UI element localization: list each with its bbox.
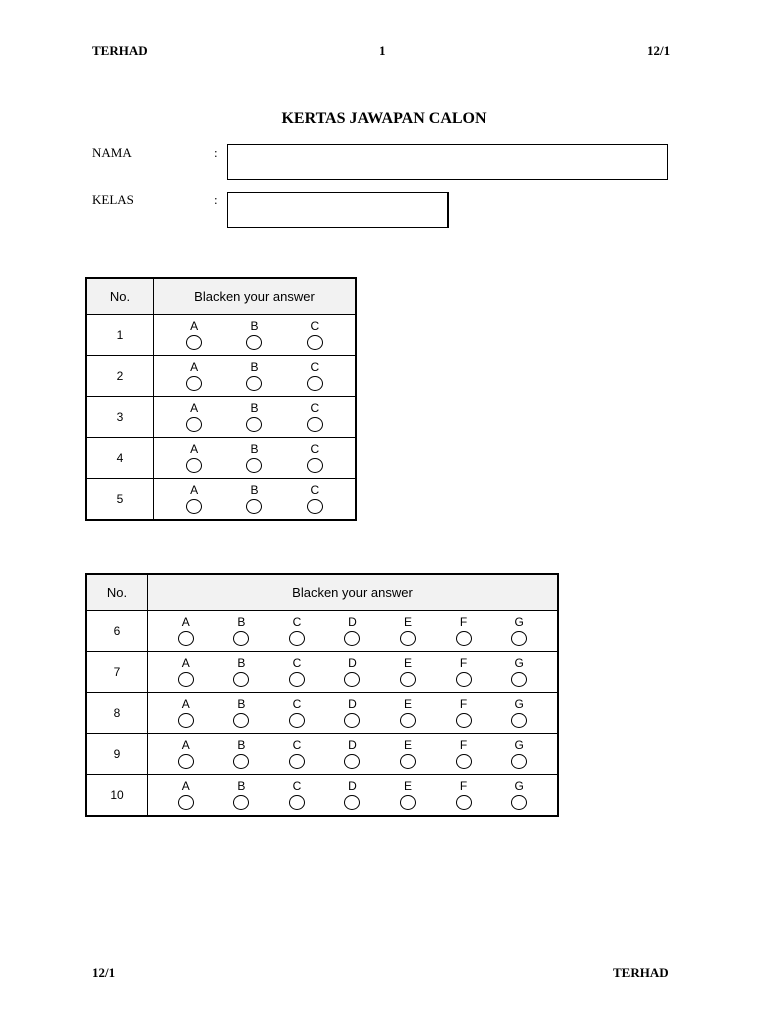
answer-option (507, 780, 531, 810)
question-row (86, 775, 558, 817)
answer-bubble[interactable] (400, 713, 416, 728)
answer-option (174, 698, 198, 728)
answer-option (340, 698, 364, 728)
answer-bubble[interactable] (344, 631, 360, 646)
answer-bubble[interactable] (186, 499, 202, 514)
name-field[interactable] (227, 144, 668, 180)
class-colon: : (214, 192, 218, 207)
option-letter: B (237, 615, 246, 629)
answer-bubble[interactable] (456, 672, 472, 687)
question-row (86, 397, 356, 438)
question-number: 7 (86, 652, 148, 693)
option-letter: A (190, 401, 199, 415)
column-header-no: No. (86, 278, 154, 315)
option-letter: B (250, 401, 259, 415)
option-letter: D (348, 615, 357, 629)
option-letter: A (181, 656, 190, 670)
answer-bubble[interactable] (511, 795, 527, 810)
question-row (86, 734, 558, 775)
column-header-answer: Blacken your answer (148, 574, 559, 611)
option-letter: B (237, 738, 246, 752)
option-letter: A (190, 319, 199, 333)
answer-option (452, 657, 476, 687)
answer-bubble[interactable] (246, 376, 262, 391)
answer-bubble[interactable] (233, 672, 249, 687)
answer-option (242, 443, 266, 473)
option-letter: B (237, 697, 246, 711)
page-title: KERTAS JAWAPAN CALON (281, 110, 487, 127)
name-label: NAMA (92, 145, 132, 160)
answer-option (452, 739, 476, 769)
option-letter: G (514, 656, 524, 670)
answer-bubble[interactable] (289, 672, 305, 687)
option-letter: D (348, 697, 357, 711)
answer-bubble[interactable] (456, 631, 472, 646)
option-letter: E (404, 738, 413, 752)
page-number: 1 (379, 43, 386, 58)
question-number: 2 (86, 356, 154, 397)
question-row (86, 611, 558, 652)
option-letter: D (348, 738, 357, 752)
option-letter: G (514, 779, 524, 793)
answer-option (174, 739, 198, 769)
question-row (86, 438, 356, 479)
option-letter: B (250, 442, 259, 456)
answer-bubble[interactable] (307, 458, 323, 473)
option-letter: C (292, 615, 302, 629)
option-letter: C (292, 697, 302, 711)
answer-bubble[interactable] (233, 795, 249, 810)
option-letter: B (237, 656, 246, 670)
question-number: 6 (86, 611, 148, 652)
option-letter: B (250, 319, 259, 333)
class-field[interactable] (227, 192, 449, 228)
answer-option (182, 443, 206, 473)
option-letter: C (310, 319, 320, 333)
answer-bubble[interactable] (178, 631, 194, 646)
question-number: 3 (86, 397, 154, 438)
option-letter: B (250, 483, 259, 497)
answer-bubble[interactable] (178, 795, 194, 810)
question-number: 9 (86, 734, 148, 775)
column-header-no: No. (86, 574, 148, 611)
answer-option (303, 320, 327, 350)
answer-bubble[interactable] (289, 754, 305, 769)
header-left: TERHAD (92, 43, 148, 58)
answer-option (182, 361, 206, 391)
answer-options (154, 356, 357, 397)
option-letter: F (459, 697, 468, 711)
answer-option (340, 739, 364, 769)
option-letter: E (404, 779, 413, 793)
answer-option (174, 616, 198, 646)
name-colon: : (214, 145, 218, 160)
footer-right: TERHAD (613, 965, 669, 980)
option-letter: D (348, 779, 357, 793)
option-letter: D (348, 656, 357, 670)
answer-option (396, 739, 420, 769)
answer-bubble[interactable] (307, 335, 323, 350)
option-letter: A (190, 483, 199, 497)
option-letter: F (459, 615, 468, 629)
answer-bubble[interactable] (178, 713, 194, 728)
answer-option (229, 739, 253, 769)
option-letter: G (514, 697, 524, 711)
answer-option (182, 402, 206, 432)
answer-option (174, 780, 198, 810)
answer-option (396, 616, 420, 646)
answer-bubble[interactable] (344, 672, 360, 687)
answer-option (340, 780, 364, 810)
option-letter: F (459, 656, 468, 670)
option-letter: F (459, 738, 468, 752)
answer-bubble[interactable] (178, 754, 194, 769)
answer-option (285, 739, 309, 769)
answer-bubble[interactable] (307, 376, 323, 391)
answer-option (303, 443, 327, 473)
answer-option (174, 657, 198, 687)
answer-bubble[interactable] (400, 754, 416, 769)
answer-options (148, 652, 559, 693)
answer-options (154, 315, 357, 356)
option-letter: C (310, 360, 320, 374)
answer-option (452, 616, 476, 646)
answer-bubble[interactable] (233, 754, 249, 769)
option-letter: C (292, 779, 302, 793)
answer-bubble[interactable] (456, 795, 472, 810)
option-letter: C (292, 738, 302, 752)
answer-bubble[interactable] (456, 754, 472, 769)
answer-bubble[interactable] (511, 713, 527, 728)
footer-left: 12/1 (92, 965, 116, 980)
answer-bubble[interactable] (186, 458, 202, 473)
answer-table-1 (85, 277, 357, 521)
answer-option (452, 698, 476, 728)
option-letter: F (459, 779, 468, 793)
answer-bubble[interactable] (186, 417, 202, 432)
answer-option (452, 780, 476, 810)
answer-bubble[interactable] (246, 499, 262, 514)
question-number: 10 (86, 775, 148, 817)
answer-bubble[interactable] (344, 795, 360, 810)
answer-options (148, 693, 559, 734)
answer-bubble[interactable] (186, 376, 202, 391)
answer-table-2 (85, 573, 559, 817)
option-letter: E (404, 656, 413, 670)
answer-option (507, 616, 531, 646)
answer-option (303, 361, 327, 391)
option-letter: E (404, 697, 413, 711)
question-number: 1 (86, 315, 154, 356)
question-row (86, 356, 356, 397)
answer-option (396, 780, 420, 810)
answer-option (285, 698, 309, 728)
answer-bubble[interactable] (186, 335, 202, 350)
answer-bubble[interactable] (289, 713, 305, 728)
question-number: 5 (86, 479, 154, 521)
answer-option (229, 780, 253, 810)
question-row (86, 315, 356, 356)
option-letter: E (404, 615, 413, 629)
answer-option (182, 320, 206, 350)
answer-bubble[interactable] (307, 499, 323, 514)
question-row (86, 479, 356, 521)
answer-option (396, 698, 420, 728)
option-letter: G (514, 615, 524, 629)
answer-option (229, 698, 253, 728)
answer-option (340, 616, 364, 646)
answer-bubble[interactable] (233, 713, 249, 728)
answer-option (242, 361, 266, 391)
option-letter: C (292, 656, 302, 670)
answer-option (285, 616, 309, 646)
option-letter: A (181, 697, 190, 711)
answer-options (148, 734, 559, 775)
answer-option (242, 484, 266, 514)
option-letter: B (237, 779, 246, 793)
answer-bubble[interactable] (246, 417, 262, 432)
answer-bubble[interactable] (511, 672, 527, 687)
answer-bubble[interactable] (289, 631, 305, 646)
answer-bubble[interactable] (178, 672, 194, 687)
answer-bubble[interactable] (344, 754, 360, 769)
answer-option (182, 484, 206, 514)
answer-bubble[interactable] (289, 795, 305, 810)
answer-bubble[interactable] (307, 417, 323, 432)
option-letter: C (310, 401, 320, 415)
answer-option (340, 657, 364, 687)
column-header-answer: Blacken your answer (154, 278, 357, 315)
answer-options (148, 775, 559, 817)
answer-option (507, 739, 531, 769)
question-row (86, 652, 558, 693)
option-letter: C (310, 483, 320, 497)
answer-option (396, 657, 420, 687)
question-row (86, 693, 558, 734)
option-letter: A (190, 360, 199, 374)
answer-option (242, 402, 266, 432)
answer-options (154, 438, 357, 479)
class-label: KELAS (92, 192, 134, 207)
option-letter: B (250, 360, 259, 374)
answer-option (229, 616, 253, 646)
answer-option (242, 320, 266, 350)
answer-bubble[interactable] (456, 713, 472, 728)
answer-bubble[interactable] (400, 795, 416, 810)
answer-bubble[interactable] (233, 631, 249, 646)
answer-options (154, 479, 357, 521)
answer-bubble[interactable] (246, 335, 262, 350)
option-letter: C (310, 442, 320, 456)
answer-options (148, 611, 559, 652)
answer-bubble[interactable] (246, 458, 262, 473)
answer-bubble[interactable] (511, 631, 527, 646)
question-number: 4 (86, 438, 154, 479)
option-letter: A (181, 738, 190, 752)
answer-options (154, 397, 357, 438)
answer-bubble[interactable] (511, 754, 527, 769)
option-letter: A (181, 779, 190, 793)
answer-option (229, 657, 253, 687)
option-letter: A (181, 615, 190, 629)
answer-option (285, 780, 309, 810)
answer-option (507, 657, 531, 687)
option-letter: G (514, 738, 524, 752)
answer-option (285, 657, 309, 687)
answer-option (507, 698, 531, 728)
option-letter: A (190, 442, 199, 456)
header-right: 12/1 (647, 43, 671, 58)
answer-bubble[interactable] (344, 713, 360, 728)
question-number: 8 (86, 693, 148, 734)
answer-bubble[interactable] (400, 631, 416, 646)
answer-bubble[interactable] (400, 672, 416, 687)
answer-option (303, 484, 327, 514)
answer-option (303, 402, 327, 432)
